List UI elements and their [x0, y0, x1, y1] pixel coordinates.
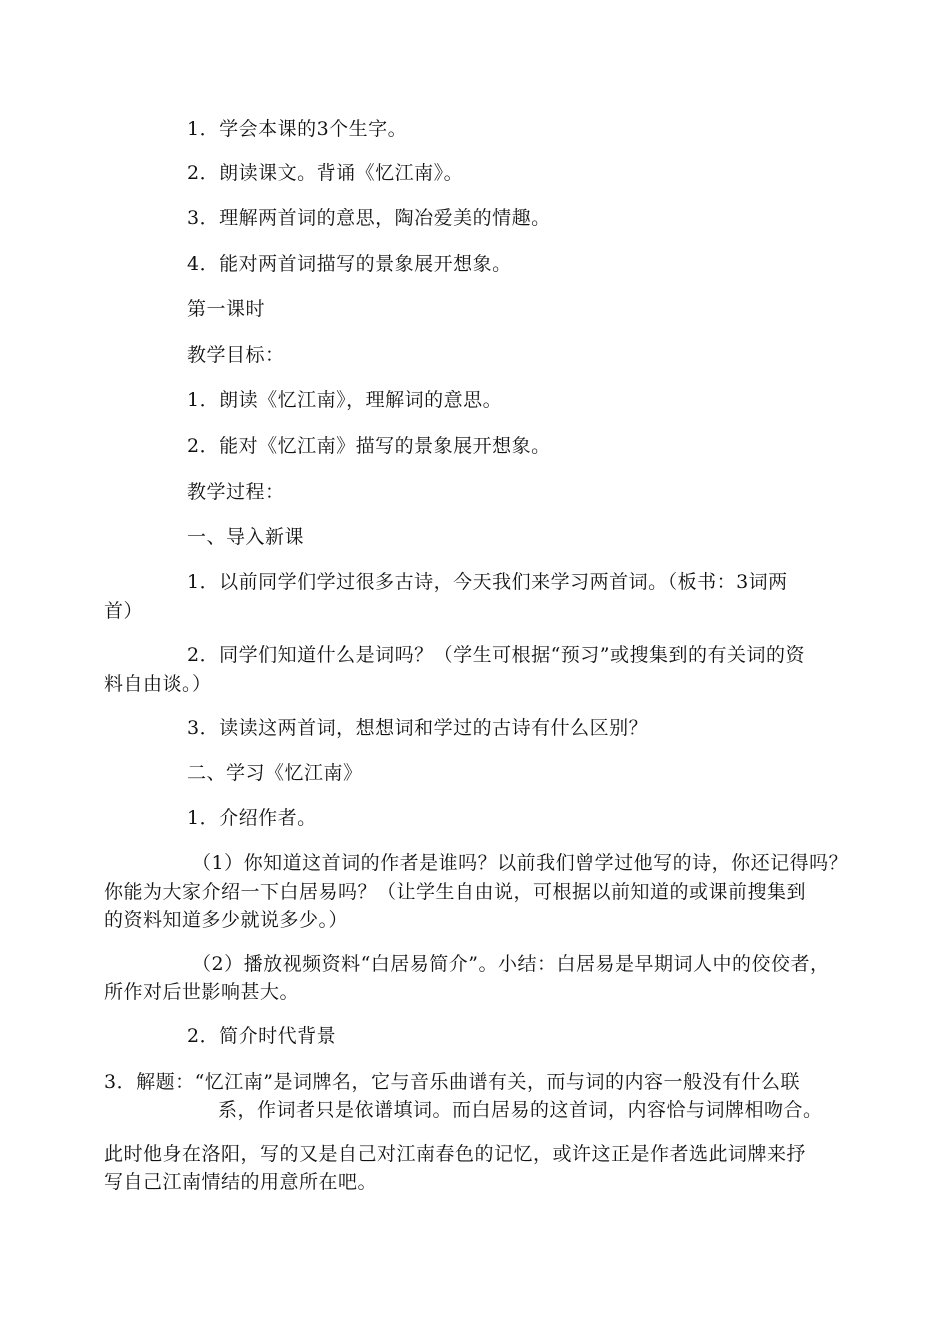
title-explain-line-1: 3．解题：“忆江南”是词牌名，它与音乐曲谱有关，而与词的内容一般没有什么联 — [104, 1071, 801, 1093]
teaching-process-heading: 教学过程： — [187, 481, 285, 503]
step-2-line-1: 2．同学们知道什么是词吗？（学生可根据“预习”或搜集到的有关词的资 — [187, 644, 806, 666]
sub-2-line-1: （2）播放视频资料“白居易简介”。小结：白居易是早期词人中的佼佼者， — [192, 953, 830, 975]
teaching-goals-heading: 教学目标： — [187, 344, 285, 366]
objective-1: 1．学会本课的3个生字。 — [187, 118, 408, 140]
sub-1-line-2: 你能为大家介绍一下白居易吗？（让学生自由说，可根据以前知道的或课前搜集到 — [104, 881, 807, 903]
title-explain-line-2: 系，作词者只是依谱填词。而白居易的这首词，内容恰与词牌相吻合。 — [218, 1099, 823, 1121]
section-1-heading: 一、导入新课 — [187, 526, 305, 548]
closing-line-2: 写自己江南情结的用意所在吧。 — [104, 1171, 378, 1193]
objective-2: 2．朗读课文。背诵《忆江南》。 — [187, 162, 464, 184]
step-2-line-2: 料自由谈。） — [104, 673, 212, 695]
step-1-line-1: 1．以前同学们学过很多古诗，今天我们来学习两首词。（板书：3词两 — [187, 571, 788, 593]
closing-line-1: 此时他身在洛阳，写的又是自己对江南春色的记忆，或许这正是作者选此词牌来抒 — [104, 1143, 807, 1165]
sub-1-line-3: 的资料知道多少就说多少。） — [104, 909, 349, 931]
section-2-heading: 二、学习《忆江南》 — [187, 762, 363, 784]
step-3: 3．读读这两首词，想想词和学过的古诗有什么区别？ — [187, 717, 649, 739]
goal-1: 1．朗读《忆江南》，理解词的意思。 — [187, 389, 503, 411]
sub-1-line-1: （1）你知道这首词的作者是谁吗？以前我们曾学过他写的诗，你还记得吗？ — [192, 852, 849, 874]
objective-4: 4．能对两首词描写的景象展开想象。 — [187, 253, 512, 275]
lesson-heading: 第一课时 — [187, 298, 266, 320]
objective-3: 3．理解两首词的意思，陶冶爱美的情趣。 — [187, 207, 551, 229]
goal-2: 2．能对《忆江南》描写的景象展开想象。 — [187, 435, 551, 457]
step-1-line-2: 首） — [104, 600, 144, 622]
background-intro: 2．简介时代背景 — [187, 1025, 337, 1047]
author-intro: 1．介绍作者。 — [187, 807, 317, 829]
sub-2-line-2: 所作对后世影响甚大。 — [104, 981, 300, 1003]
